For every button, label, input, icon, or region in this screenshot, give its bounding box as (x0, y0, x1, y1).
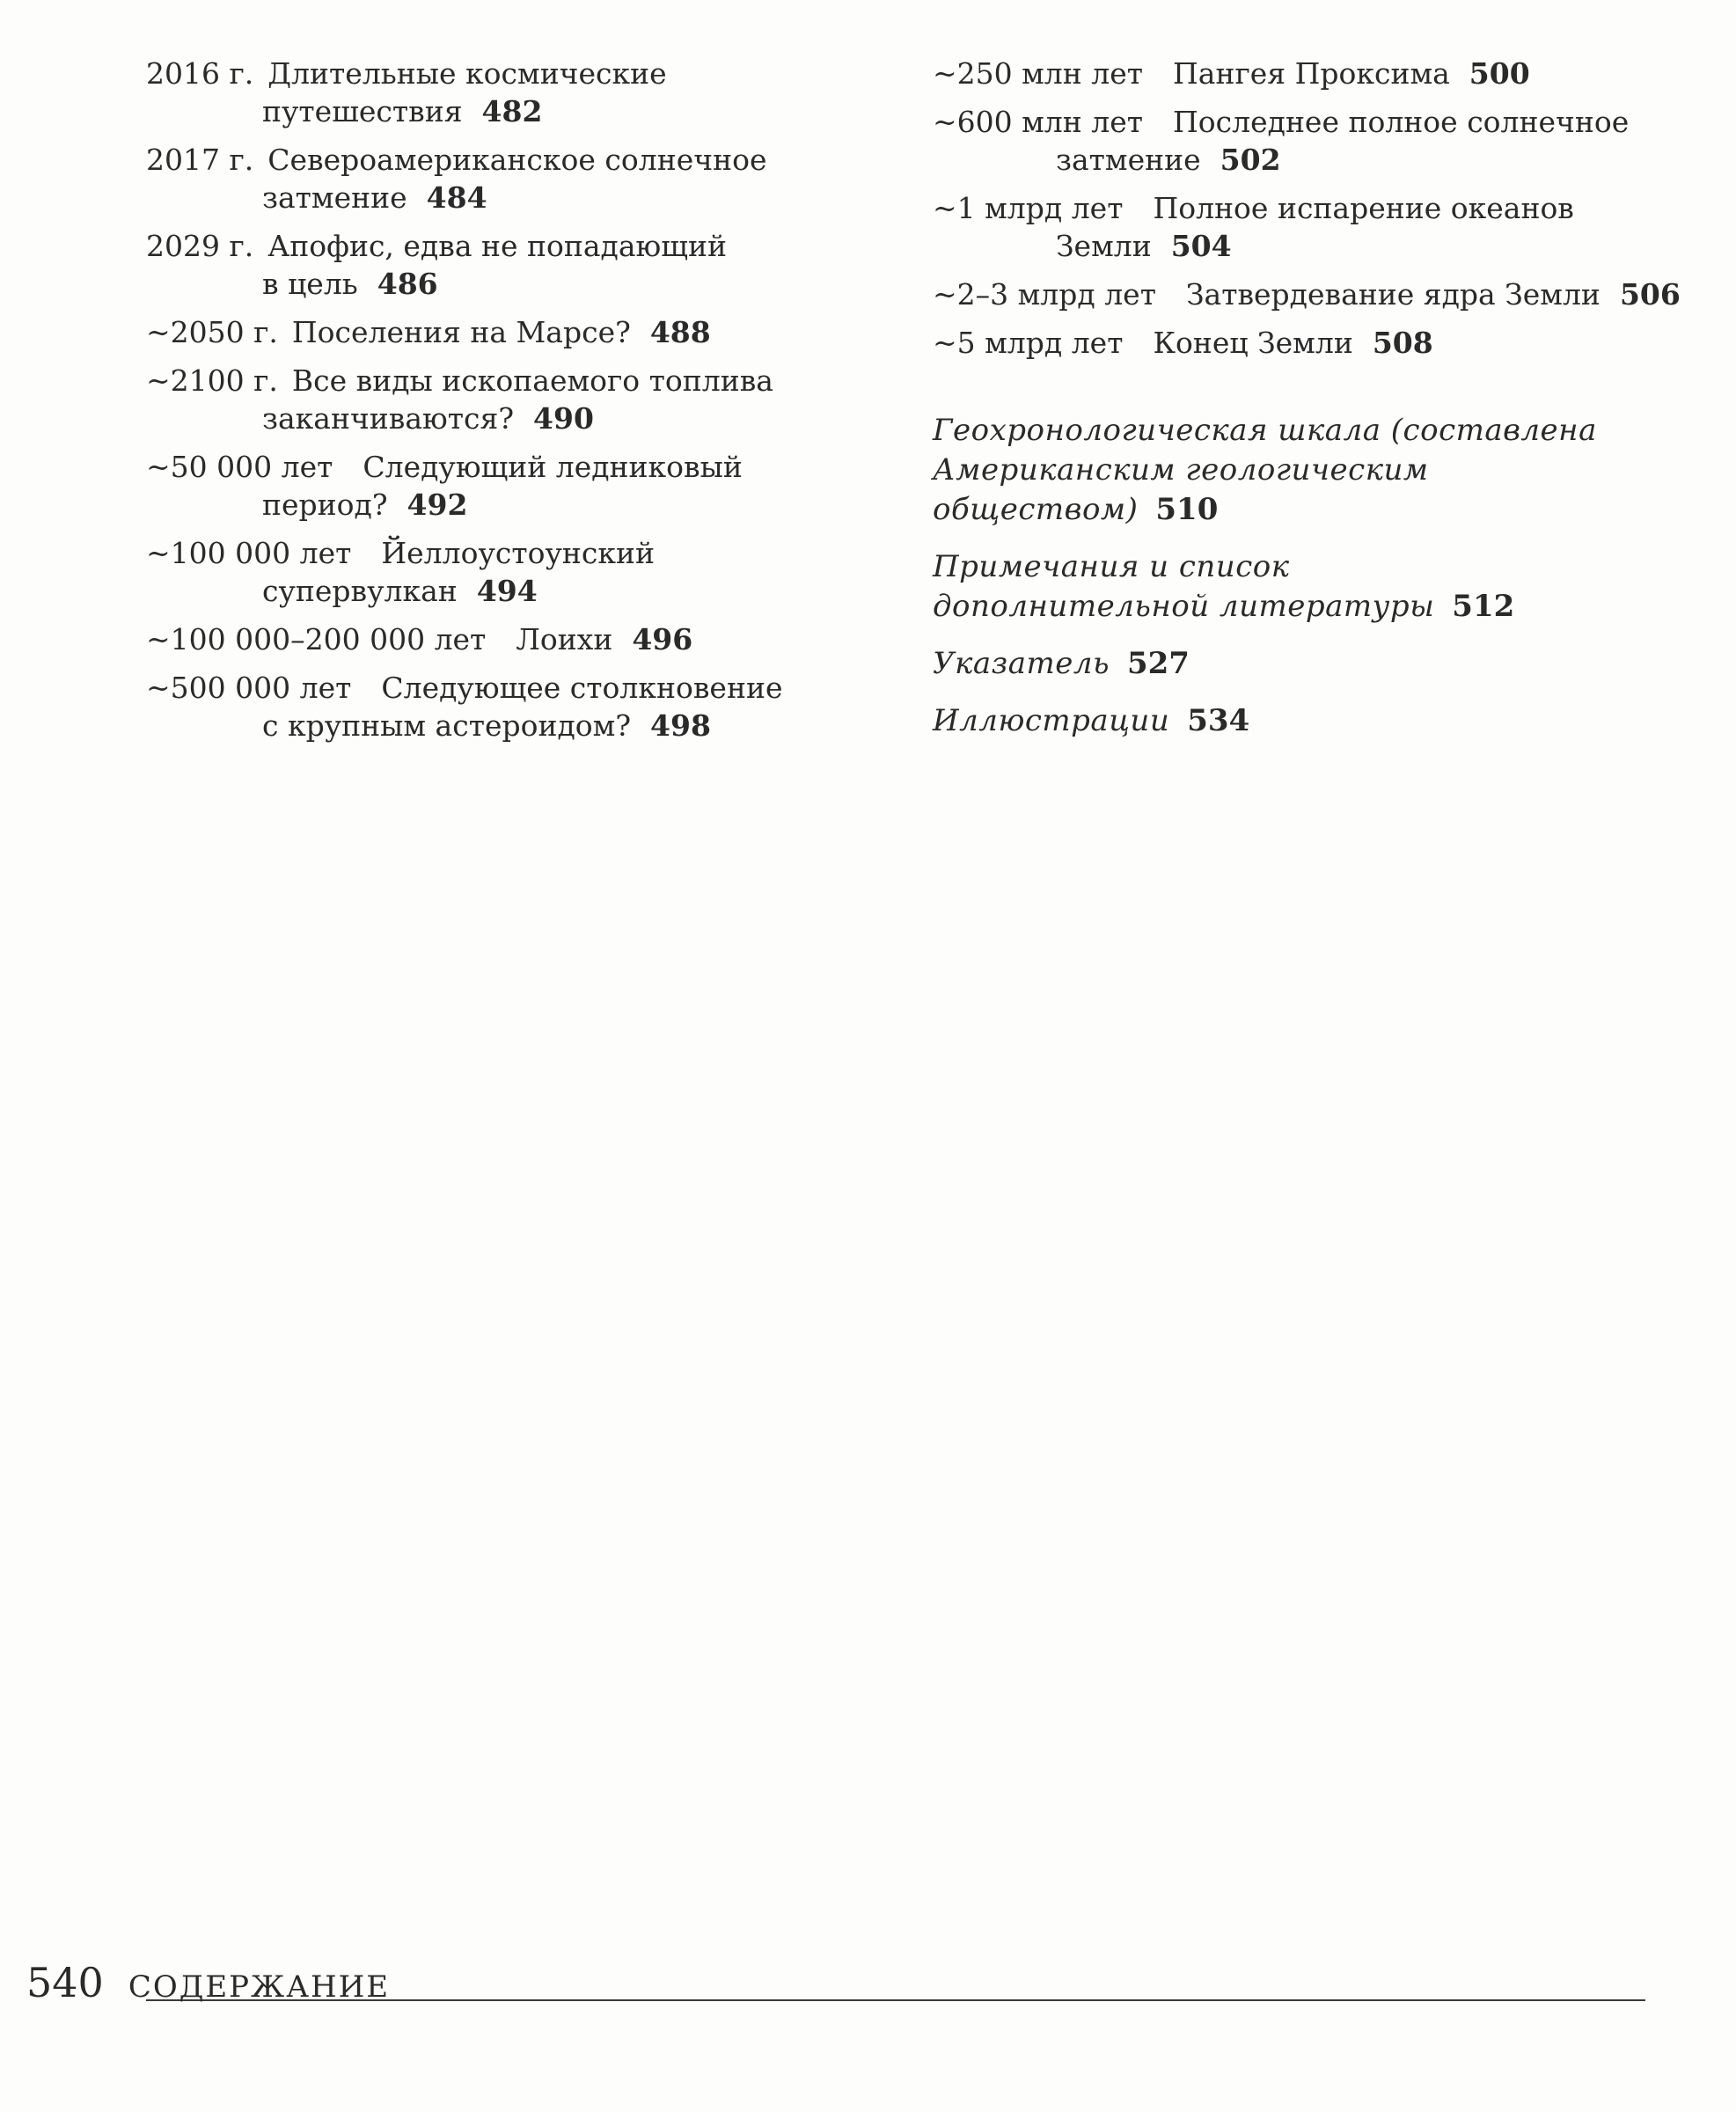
entry-title: Полное испарение океанов (1153, 191, 1574, 225)
entry-title-continued: затмение (262, 180, 407, 215)
entry-title: Апофис, едва не попадающий (267, 229, 727, 263)
entry-date: ~5 млрд лет (933, 326, 1124, 360)
entry-page-number: 498 (650, 708, 711, 743)
entry-title: Длительные космические (267, 56, 667, 91)
entry-title-continued: период? (262, 488, 388, 522)
entry-title-continued: Земли (1056, 229, 1152, 263)
toc-entry-back-matter (933, 644, 1689, 684)
toc-entry (146, 448, 885, 524)
entry-title: Затвердевание ядра Земли (1185, 277, 1600, 312)
toc-entry (933, 103, 1689, 179)
toc-entry-back-matter (933, 701, 1689, 741)
toc-entry (146, 55, 885, 130)
entry-date: 2029 г. (146, 229, 254, 263)
entry-page-number: 504 (1170, 229, 1232, 263)
entry-page-number: 506 (1619, 277, 1681, 312)
entry-date: ~600 млн лет (933, 105, 1143, 139)
toc-entry (146, 534, 885, 610)
entry-title-continued: Американским геологическим (933, 452, 1429, 488)
entry-title: Лоихи (516, 622, 613, 656)
entry-title: Пангея Проксима (1173, 56, 1450, 91)
entry-date: ~1 млрд лет (933, 191, 1124, 225)
entry-title: Следующий ледниковый (363, 450, 743, 484)
entry-title: Геохронологическая шкала (составлена (933, 413, 1597, 448)
page-footer (26, 1959, 390, 2006)
entry-title-continued: затмение (1056, 143, 1201, 177)
toc-entry (146, 669, 885, 744)
entry-title: Конец Земли (1153, 326, 1353, 360)
toc-entry-back-matter (933, 547, 1689, 627)
entry-date: ~2–3 млрд лет (933, 277, 1156, 312)
entry-title-continued: обществом) (933, 492, 1139, 527)
running-section-title: СОДЕРЖАНИЕ (128, 1969, 391, 2005)
entry-title: Поселения на Марсе? (291, 315, 631, 349)
toc-entry (146, 141, 885, 216)
entry-title-continued: дополнительной литературы (933, 589, 1435, 624)
entry-title: Последнее полное солнечное (1173, 105, 1630, 139)
entry-page-number: 534 (1187, 703, 1250, 738)
entry-title: Указатель (933, 646, 1110, 681)
entry-page-number: 494 (476, 574, 538, 608)
entry-title: Примечания и список (933, 549, 1290, 584)
entry-title-continued: супервулкан (262, 574, 458, 608)
entry-date: ~100 000–200 000 лет (146, 622, 487, 656)
entry-date: ~50 000 лет (146, 450, 333, 484)
entry-date: ~2050 г. (146, 315, 278, 349)
toc-entry (933, 189, 1689, 265)
entry-date: 2017 г. (146, 143, 254, 177)
entry-page-number: 496 (632, 622, 693, 656)
toc-entry (933, 324, 1689, 362)
entry-page-number: 510 (1155, 492, 1219, 527)
entry-title: Следующее столкновение (381, 671, 783, 705)
entry-page-number: 527 (1126, 646, 1190, 681)
entry-page-number: 490 (533, 401, 594, 436)
entry-title: Иллюстрации (933, 703, 1170, 738)
entry-date: 2016 г. (146, 56, 254, 91)
entry-page-number: 500 (1469, 56, 1530, 91)
entry-page-number: 492 (407, 488, 468, 522)
entry-page-number: 486 (377, 267, 438, 301)
toc-entry (146, 620, 885, 658)
back-matter-list (933, 411, 1689, 741)
entry-title-continued: заканчиваются? (262, 401, 515, 436)
entry-page-number: 484 (426, 180, 487, 215)
entry-date: ~100 000 лет (146, 536, 352, 570)
entry-title: Все виды ископаемого топлива (291, 363, 773, 398)
toc-entry (933, 275, 1689, 313)
toc-right-column (933, 55, 1689, 759)
toc-entry (146, 227, 885, 303)
entry-page-number: 512 (1452, 589, 1515, 624)
entry-title: Йеллоустоунский (381, 536, 655, 570)
entry-title-continued: в цель (262, 267, 358, 301)
toc-entry-back-matter (933, 411, 1689, 530)
entry-page-number: 502 (1220, 143, 1281, 177)
entry-title-continued: путешествия (262, 94, 463, 128)
entry-date: ~500 000 лет (146, 671, 352, 705)
entry-title: Североамериканское солнечное (267, 143, 767, 177)
entry-title-continued: с крупным астероидом? (262, 708, 632, 743)
entry-page-number: 488 (649, 315, 711, 349)
entry-date: ~2100 г. (146, 363, 278, 398)
entry-date: ~250 млн лет (933, 56, 1143, 91)
entry-page-number: 508 (1372, 326, 1433, 360)
toc-entry (146, 313, 885, 351)
toc-entry (146, 362, 885, 437)
toc-left-column (146, 55, 885, 755)
page-number: 540 (26, 1959, 104, 2006)
toc-entry (933, 55, 1689, 92)
entry-page-number: 482 (481, 94, 543, 128)
